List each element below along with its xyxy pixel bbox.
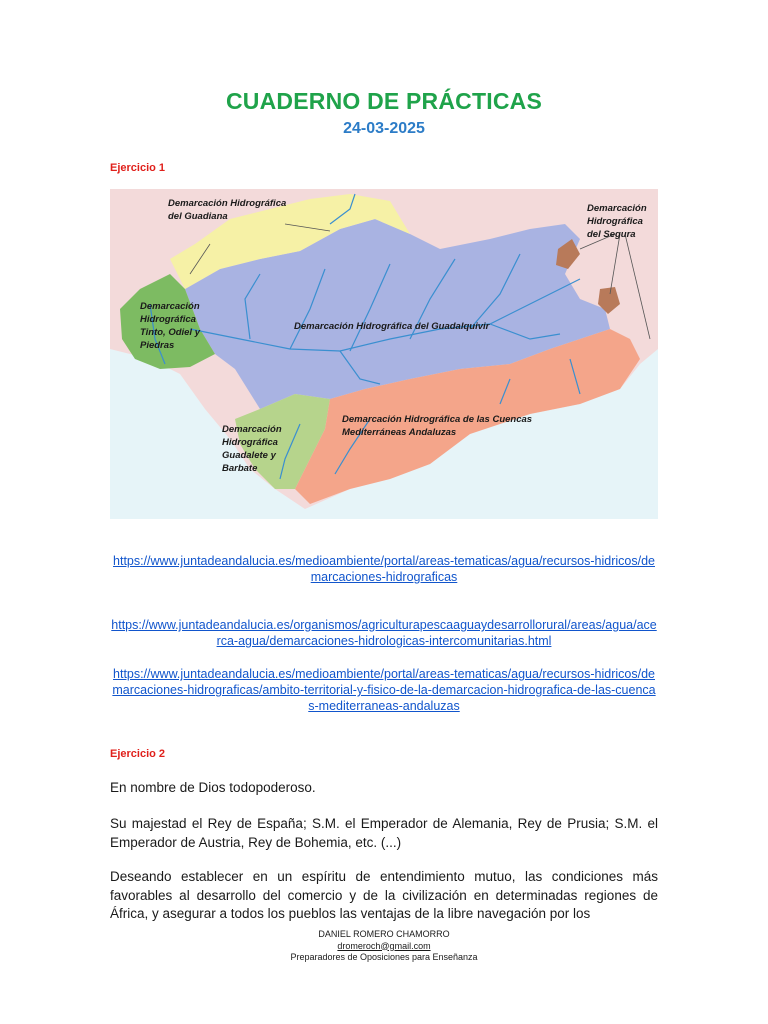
paragraph-preamble: Deseando establecer en un espíritu de entendimiento mutuo, las condiciones más favorables al desarrollo del comercio y de la civilización en determinadas regiones de África, y asegurar a todos los pueblos las ventajas de la libre navegación por los [110, 869, 658, 921]
footer-author: DANIEL ROMERO CHAMORRO [318, 929, 450, 939]
label-tinto-line1: Demarcación [140, 301, 200, 312]
label-segura-line3: del Segura [587, 229, 636, 240]
link-cuencas-mediterraneas[interactable]: https://www.juntadeandalucia.es/medioambiente/portal/areas-tematicas/agua/recursos-hidricos/demarcaciones-hidrograficas/ambito-territorial-y-fisico-de-la-demarcacion-hidrografica-de-las-cuencas-mediterraneas-andaluzas [112, 667, 656, 713]
link-demarcaciones-hidrograficas[interactable]: https://www.juntadeandalucia.es/medioambiente/portal/areas-tematicas/agua/recursos-hidricos/demarcaciones-hidrograficas [113, 554, 655, 584]
exercise-1-label: Ejercicio 1 [110, 162, 166, 174]
page-date: 24-03-2025 [343, 120, 425, 137]
label-segura-line1: Demarcación [587, 203, 647, 214]
label-tinto-line3: Tinto, Odiel y [140, 327, 200, 338]
link-block-1 [110, 553, 658, 585]
footer-tagline: Preparadores de Oposiciones para Enseñanza [290, 952, 478, 962]
hydrographic-map [110, 189, 658, 519]
exercise-2-label: Ejercicio 2 [110, 748, 166, 760]
label-mediterraneas-line2: Mediterráneas Andaluzas [342, 427, 457, 438]
link-demarcaciones-intercomunitarias[interactable]: https://www.juntadeandalucia.es/organismos/agriculturapescaaguaydesarrollorural/areas/agua/acerca-agua/demarcaciones-hidrologicas-intercomunitarias.html [111, 618, 657, 648]
label-guadalete-line4: Barbate [222, 463, 258, 474]
label-guadiana-line2: del Guadiana [168, 211, 228, 222]
page-title: CUADERNO DE PRÁCTICAS [226, 88, 542, 114]
footer-email[interactable]: dromeroch@gmail.com [337, 940, 431, 951]
map-svg [110, 189, 658, 519]
link-block-2 [110, 617, 658, 649]
label-guadalete-line2: Hidrográfica [222, 437, 278, 448]
label-tinto-line2: Hidrográfica [140, 314, 196, 325]
page-footer [0, 929, 768, 964]
paragraph-invocation: En nombre de Dios todopoderoso. [110, 780, 316, 795]
label-segura-line2: Hidrográfica [587, 216, 643, 227]
paragraph-signatories: Su majestad el Rey de España; S.M. el Emperador de Alemania, Rey de Prusia; S.M. el Emperador de Austria, Rey de Bohemia, etc. (...) [110, 816, 658, 850]
label-guadalquivir: Demarcación Hidrográfica del Guadalquivir [294, 321, 490, 332]
label-mediterraneas-line1: Demarcación Hidrográfica de las Cuencas [342, 414, 533, 425]
label-tinto-line4: Piedras [140, 340, 175, 351]
label-guadalete-line1: Demarcación [222, 424, 282, 435]
link-block-3 [110, 666, 658, 714]
label-guadalete-line3: Guadalete y [222, 450, 276, 461]
label-guadiana-line1: Demarcación Hidrográfica [168, 198, 287, 209]
